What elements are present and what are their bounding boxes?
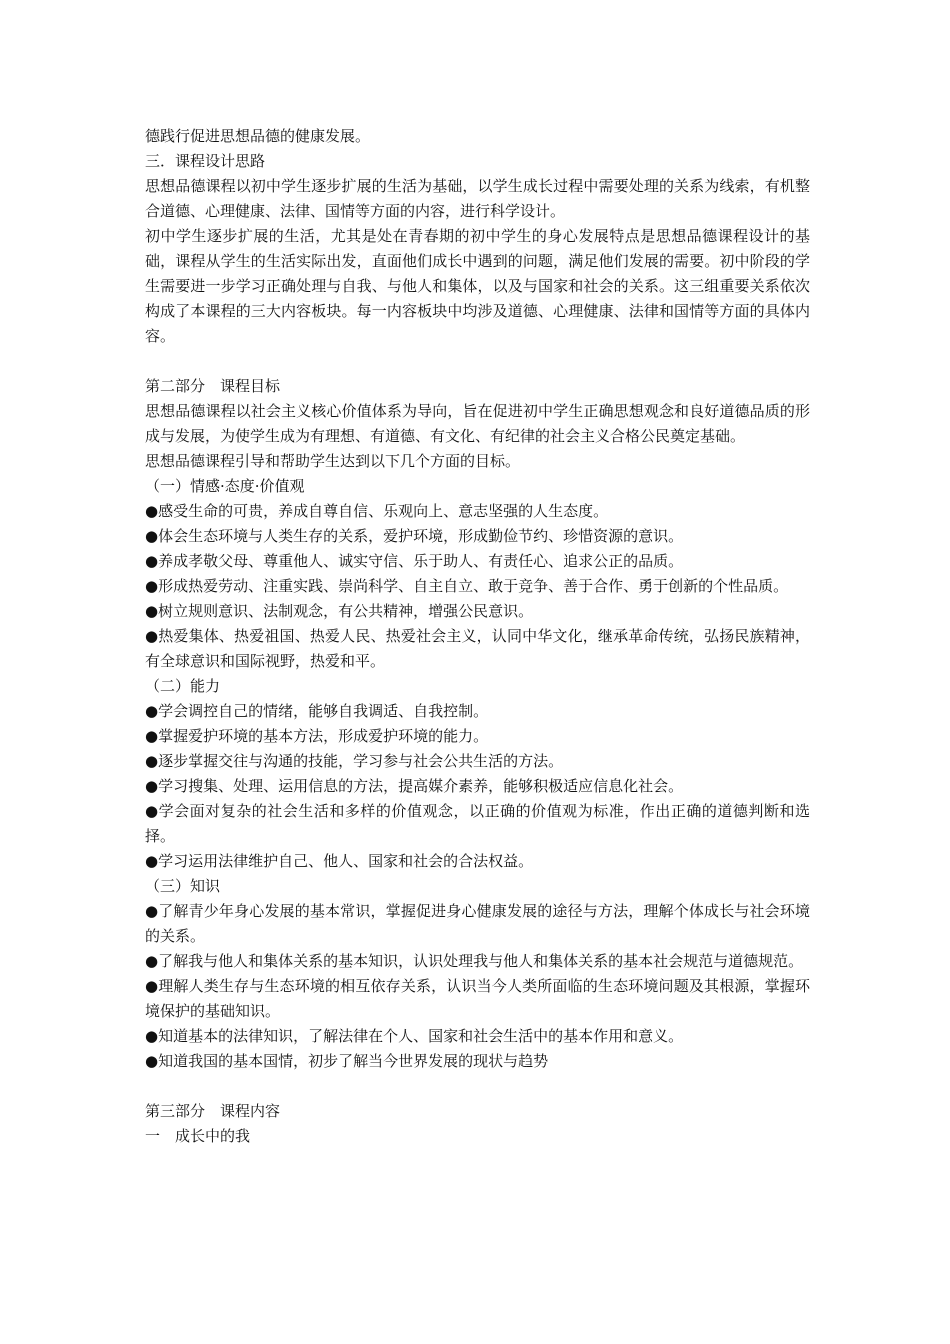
bullet-item: ●感受生命的可贵，养成自尊自信、乐观向上、意志坚强的人生态度。	[145, 502, 609, 520]
bullet-item: ●逐步掌握交往与沟通的技能，学习参与社会公共生活的方法。	[145, 752, 564, 770]
bullet-item: ●热爱集体、热爱祖国、热爱人民、热爱社会主义，认同中华文化，继承革命传统，弘扬民族精神，有全球意识和国际视野，热爱和平。	[145, 627, 810, 670]
bullet-item: ●掌握爱护环境的基本方法，形成爱护环境的能力。	[145, 727, 489, 745]
blank-line	[145, 349, 810, 374]
bullet-item: ●知道我国的基本国情，初步了解当今世界发展的现状与趋势	[145, 1052, 549, 1070]
paragraph: 思想品德课程引导和帮助学生达到以下几个方面的目标。	[145, 452, 521, 470]
subsection-heading: （三）知识	[145, 877, 221, 895]
bullet-item: ●形成热爱劳动、注重实践、崇尚科学、自主自立、敢于竞争、善于合作、勇于创新的个性品质。	[145, 577, 789, 595]
paragraph: 思想品德课程以初中学生逐步扩展的生活为基础，以学生成长过程中需要处理的关系为线索，有机整合道德、心理健康、法律、国情等方面的内容，进行科学设计。	[145, 177, 810, 220]
bullet-item: ●知道基本的法律知识，了解法律在个人、国家和社会生活中的基本作用和意义。	[145, 1027, 684, 1045]
bullet-item: ●学习运用法律维护自己、他人、国家和社会的合法权益。	[145, 852, 534, 870]
bullet-item: ●了解我与他人和集体关系的基本知识，认识处理我与他人和集体关系的基本社会规范与道德规范。	[145, 952, 804, 970]
document-page	[145, 124, 810, 1149]
bullet-item: ●树立规则意识、法制观念，有公共精神，增强公民意识。	[145, 602, 534, 620]
chapter-heading: 一 成长中的我	[145, 1127, 251, 1145]
bullet-item: ●理解人类生存与生态环境的相互依存关系，认识当今人类所面临的生态环境问题及其根源，掌握环境保护的基础知识。	[145, 977, 810, 1020]
bullet-item: ●体会生态环境与人类生存的关系，爱护环境，形成勤俭节约、珍惜资源的意识。	[145, 527, 684, 545]
subsection-heading: （二）能力	[145, 677, 221, 695]
bullet-item: ●学会面对复杂的社会生活和多样的价值观念，以正确的价值观为标准，作出正确的道德判断和选择。	[145, 802, 810, 845]
bullet-item: ●了解青少年身心发展的基本常识，掌握促进身心健康发展的途径与方法，理解个体成长与社会环境的关系。	[145, 902, 810, 945]
paragraph: 思想品德课程以社会主义核心价值体系为导向，旨在促进初中学生正确思想观念和良好道德品质的形成与发展，为使学生成为有理想、有道德、有文化、有纪律的社会主义合格公民奠定基础。	[145, 402, 810, 445]
blank-line	[145, 1074, 810, 1099]
paragraph: 德践行促进思想品德的健康发展。	[145, 127, 371, 145]
paragraph: 初中学生逐步扩展的生活，尤其是处在青春期的初中学生的身心发展特点是思想品德课程设计的基础，课程从学生的生活实际出发，直面他们成长中遇到的问题，满足他们发展的需要。初中阶段的学生需要进一步学习正确处理与自我、与他人和集体，以及与国家和社会的关系。这三组重要关系依次构成了本课程的三大内容板块。每一内容板块中均涉及道德、心理健康、法律和国情等方面的具体内容。	[145, 227, 810, 345]
section-heading: 三．课程设计思路	[145, 152, 266, 170]
part-heading: 第三部分 课程内容	[145, 1102, 281, 1120]
bullet-item: ●学会调控自己的情绪，能够自我调适、自我控制。	[145, 702, 489, 720]
subsection-heading: （一）情感·态度·价值观	[145, 477, 305, 495]
bullet-item: ●养成孝敬父母、尊重他人、诚实守信、乐于助人、有责任心、追求公正的品质。	[145, 552, 684, 570]
part-heading: 第二部分 课程目标	[145, 377, 281, 395]
bullet-item: ●学习搜集、处理、运用信息的方法，提高媒介素养，能够积极适应信息化社会。	[145, 777, 684, 795]
